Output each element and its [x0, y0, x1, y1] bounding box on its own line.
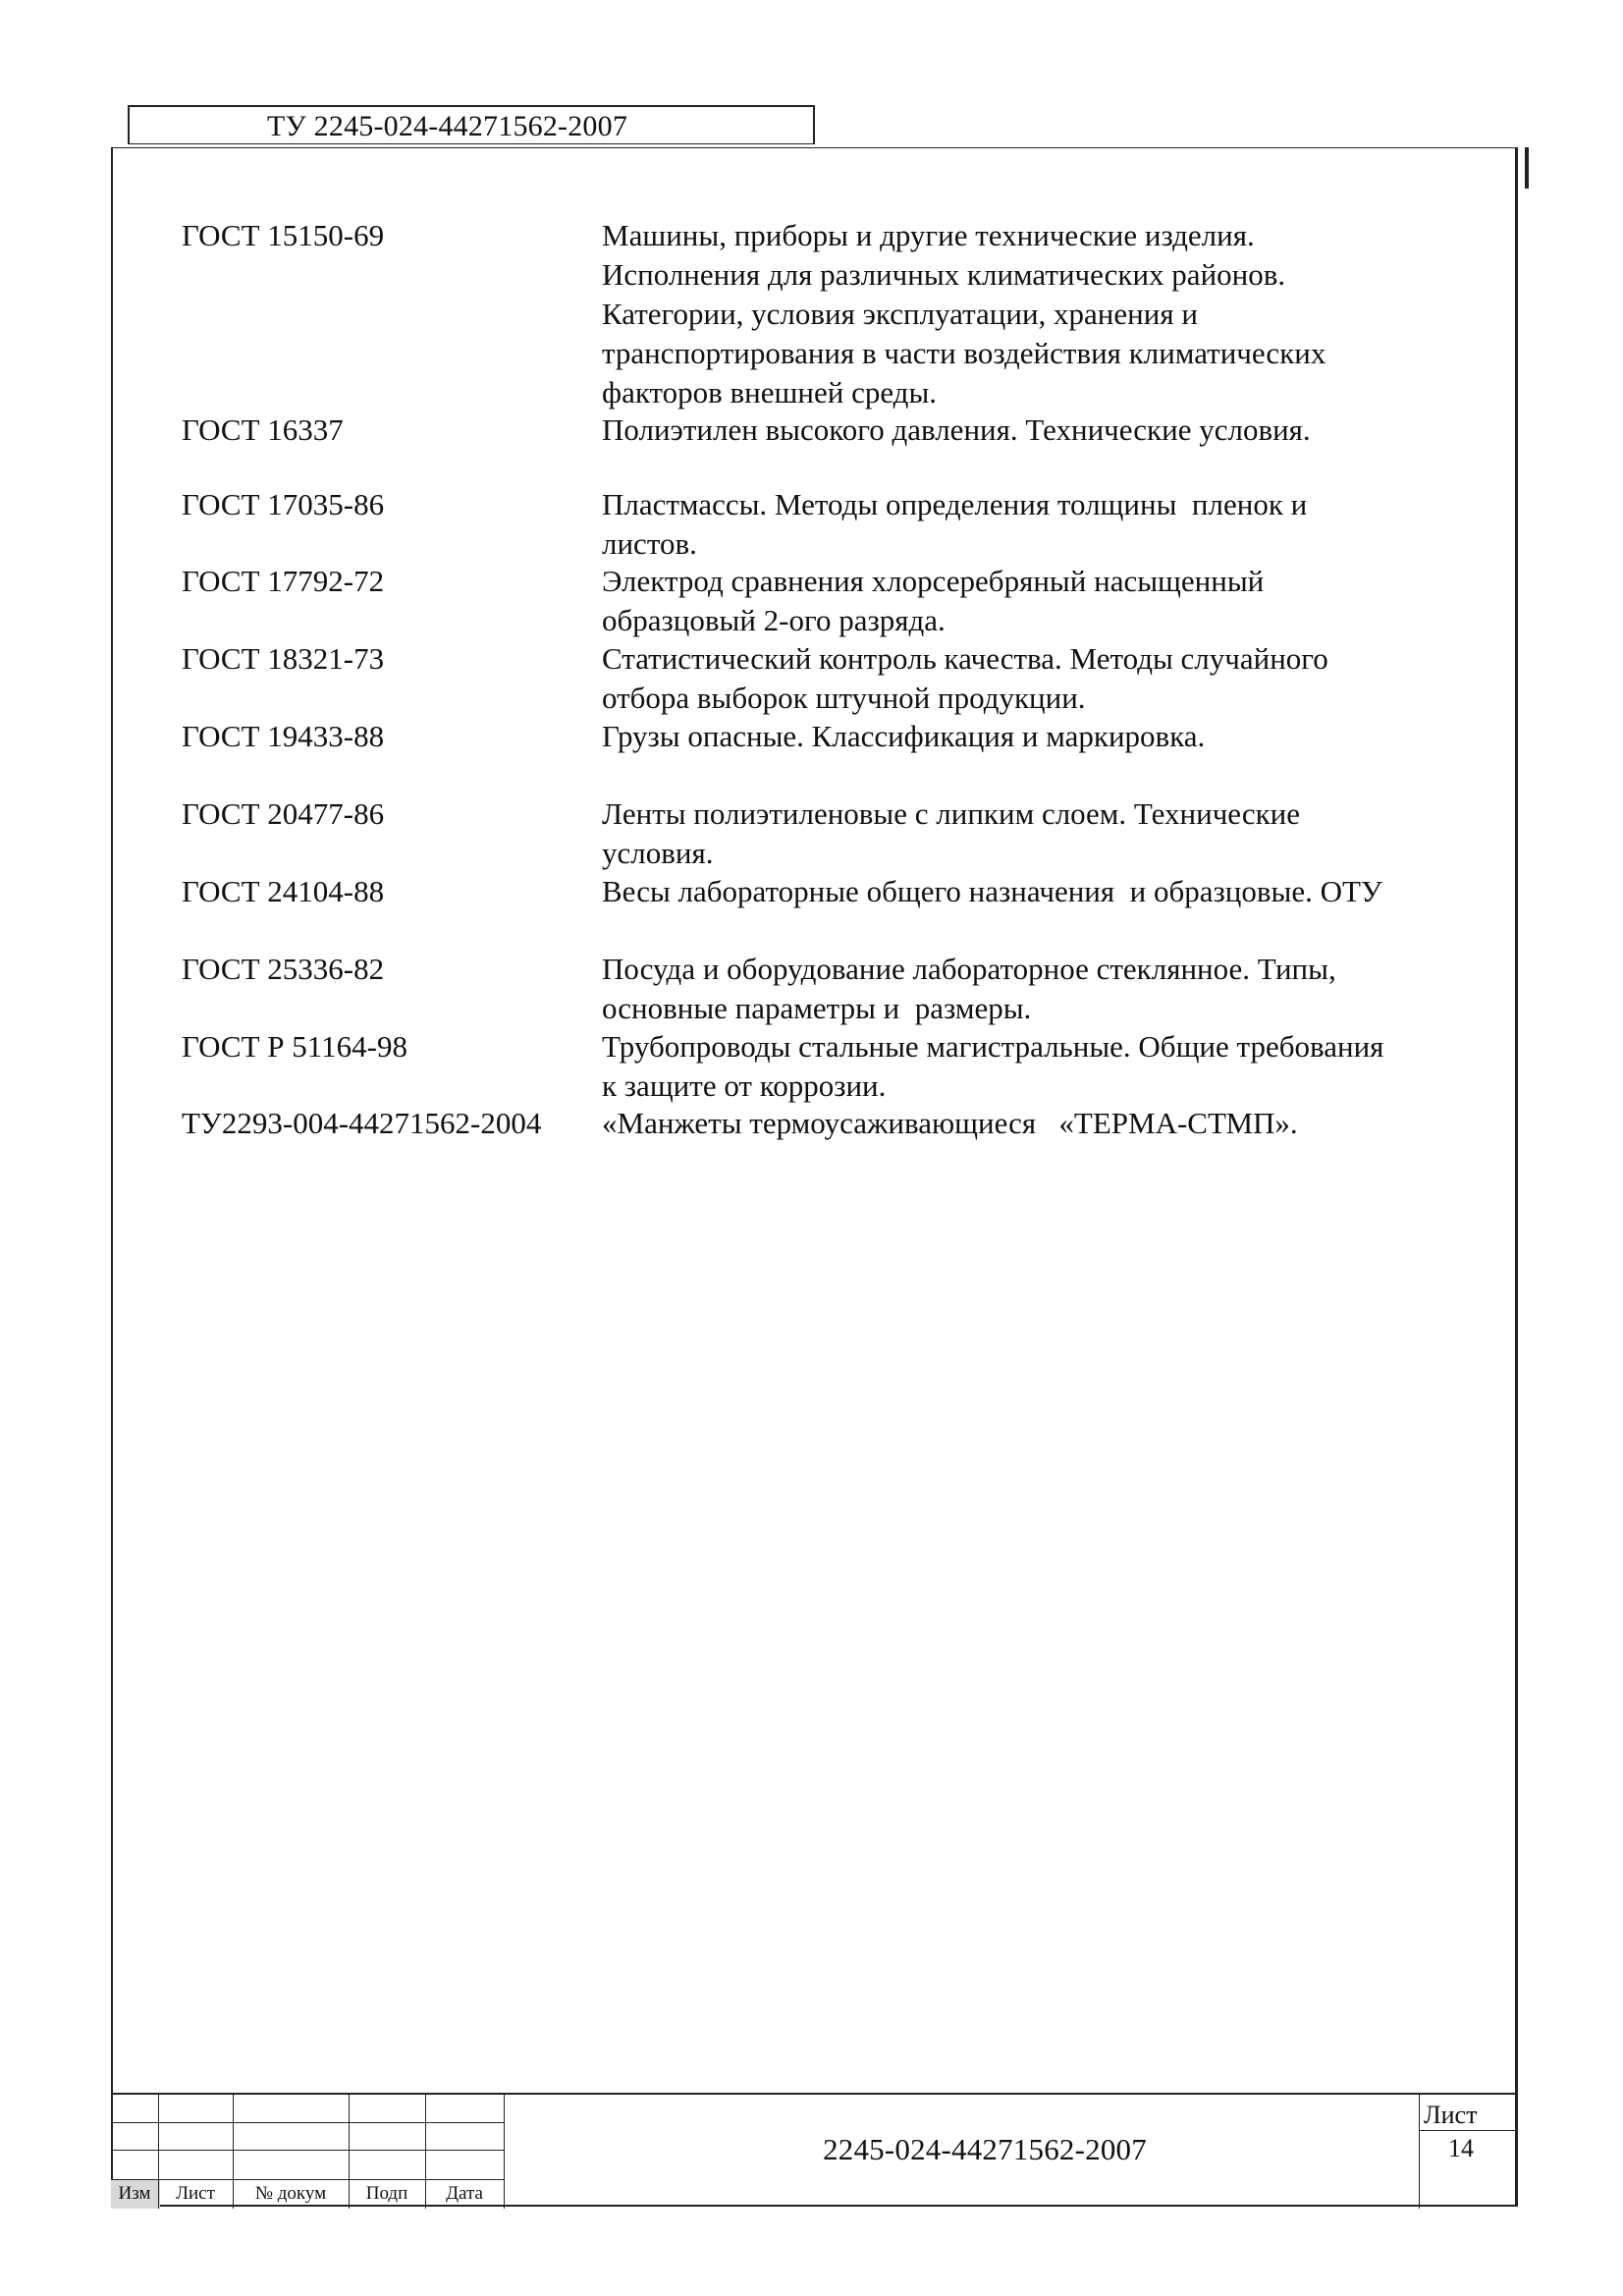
reference-description-line: Посуда и оборудование лабораторное стеклянное. Типы, [602, 952, 1336, 986]
reference-description-line: Полиэтилен высокого давления. Технические условия. [602, 412, 1311, 447]
reference-code: ГОСТ 15150-69 [182, 218, 385, 252]
reference-description-line: Категории, условия эксплуатации, хранения и [602, 297, 1198, 331]
reference-code: ГОСТ 19433-88 [182, 719, 385, 753]
reference-description-line: Машины, приборы и другие технические изделия. [602, 218, 1255, 252]
reference-description [602, 872, 1486, 911]
reference-description [602, 950, 1486, 1028]
reference-description-line: Трубопроводы стальные магистральные. Общие требования [602, 1029, 1384, 1064]
reference-description [602, 1027, 1486, 1106]
label-list: Лист [176, 2183, 215, 2204]
reference-description-line: Ленты полиэтиленовые с липким слоем. Технические [602, 796, 1301, 831]
reference-description-line: транспортирования в части воздействия климатических [602, 336, 1326, 370]
reference-description [602, 1104, 1486, 1143]
sheet-number: 14 [1448, 2134, 1474, 2162]
reference-description-line: Исполнения для различных климатических районов. [602, 257, 1286, 292]
title-block [111, 2093, 1518, 2207]
reference-description [602, 639, 1486, 718]
reference-code: ТУ2293-004-44271562-2004 [182, 1106, 542, 1140]
reference-code: ГОСТ 16337 [182, 412, 344, 447]
reference-description-line: Весы лабораторные общего назначения и образцовые. ОТУ [602, 874, 1382, 908]
reference-code: ГОСТ 25336-82 [182, 952, 385, 986]
title-block-doc-code: 2245-024-44271562-2007 [823, 2132, 1147, 2166]
reference-code: ГОСТ 18321-73 [182, 641, 385, 676]
reference-description [602, 717, 1486, 756]
reference-description-line: «Манжеты термоусаживающиеся «ТЕРМА-СТМП». [602, 1106, 1298, 1140]
reference-description [602, 216, 1486, 412]
reference-description-line: Пластмассы. Методы определения толщины пленок и [602, 487, 1308, 521]
reference-description-line: Электрод сравнения хлорсеребряный насыщенный [602, 564, 1265, 598]
reference-description-line: основные параметры и размеры. [602, 991, 1032, 1025]
reference-code: ГОСТ 17035-86 [182, 487, 385, 521]
label-date: Дата [446, 2183, 483, 2204]
sheet-label: Лист [1424, 2101, 1478, 2129]
reference-description-line: листов. [602, 526, 697, 561]
document-id: ТУ 2245-024-44271562-2007 [267, 110, 628, 142]
reference-code: ГОСТ 17792-72 [182, 564, 385, 598]
reference-description [602, 485, 1486, 564]
reference-description-line: к защите от коррозии. [602, 1068, 887, 1103]
reference-description-line: Статистический контроль качества. Методы случайного [602, 641, 1328, 676]
reference-description-line: Грузы опасные. Классификация и маркировка. [602, 719, 1206, 753]
label-doc-number: № докум [254, 2183, 327, 2204]
label-izm: Изм [118, 2183, 151, 2204]
reference-description-line: факторов внешней среды. [602, 375, 938, 410]
reference-description-line: образцовый 2-ого разряда. [602, 603, 946, 637]
reference-description [602, 562, 1486, 640]
reference-code: ГОСТ 24104-88 [182, 874, 385, 908]
label-signature: Подп [365, 2183, 408, 2204]
document-id-tab [128, 105, 815, 144]
reference-description-line: условия. [602, 836, 714, 870]
reference-code: ГОСТ 20477-86 [182, 796, 385, 831]
reference-code: ГОСТ Р 51164-98 [182, 1029, 407, 1064]
reference-description-line: отбора выборок штучной продукции. [602, 681, 1086, 715]
reference-description [602, 410, 1486, 450]
reference-description [602, 794, 1486, 873]
